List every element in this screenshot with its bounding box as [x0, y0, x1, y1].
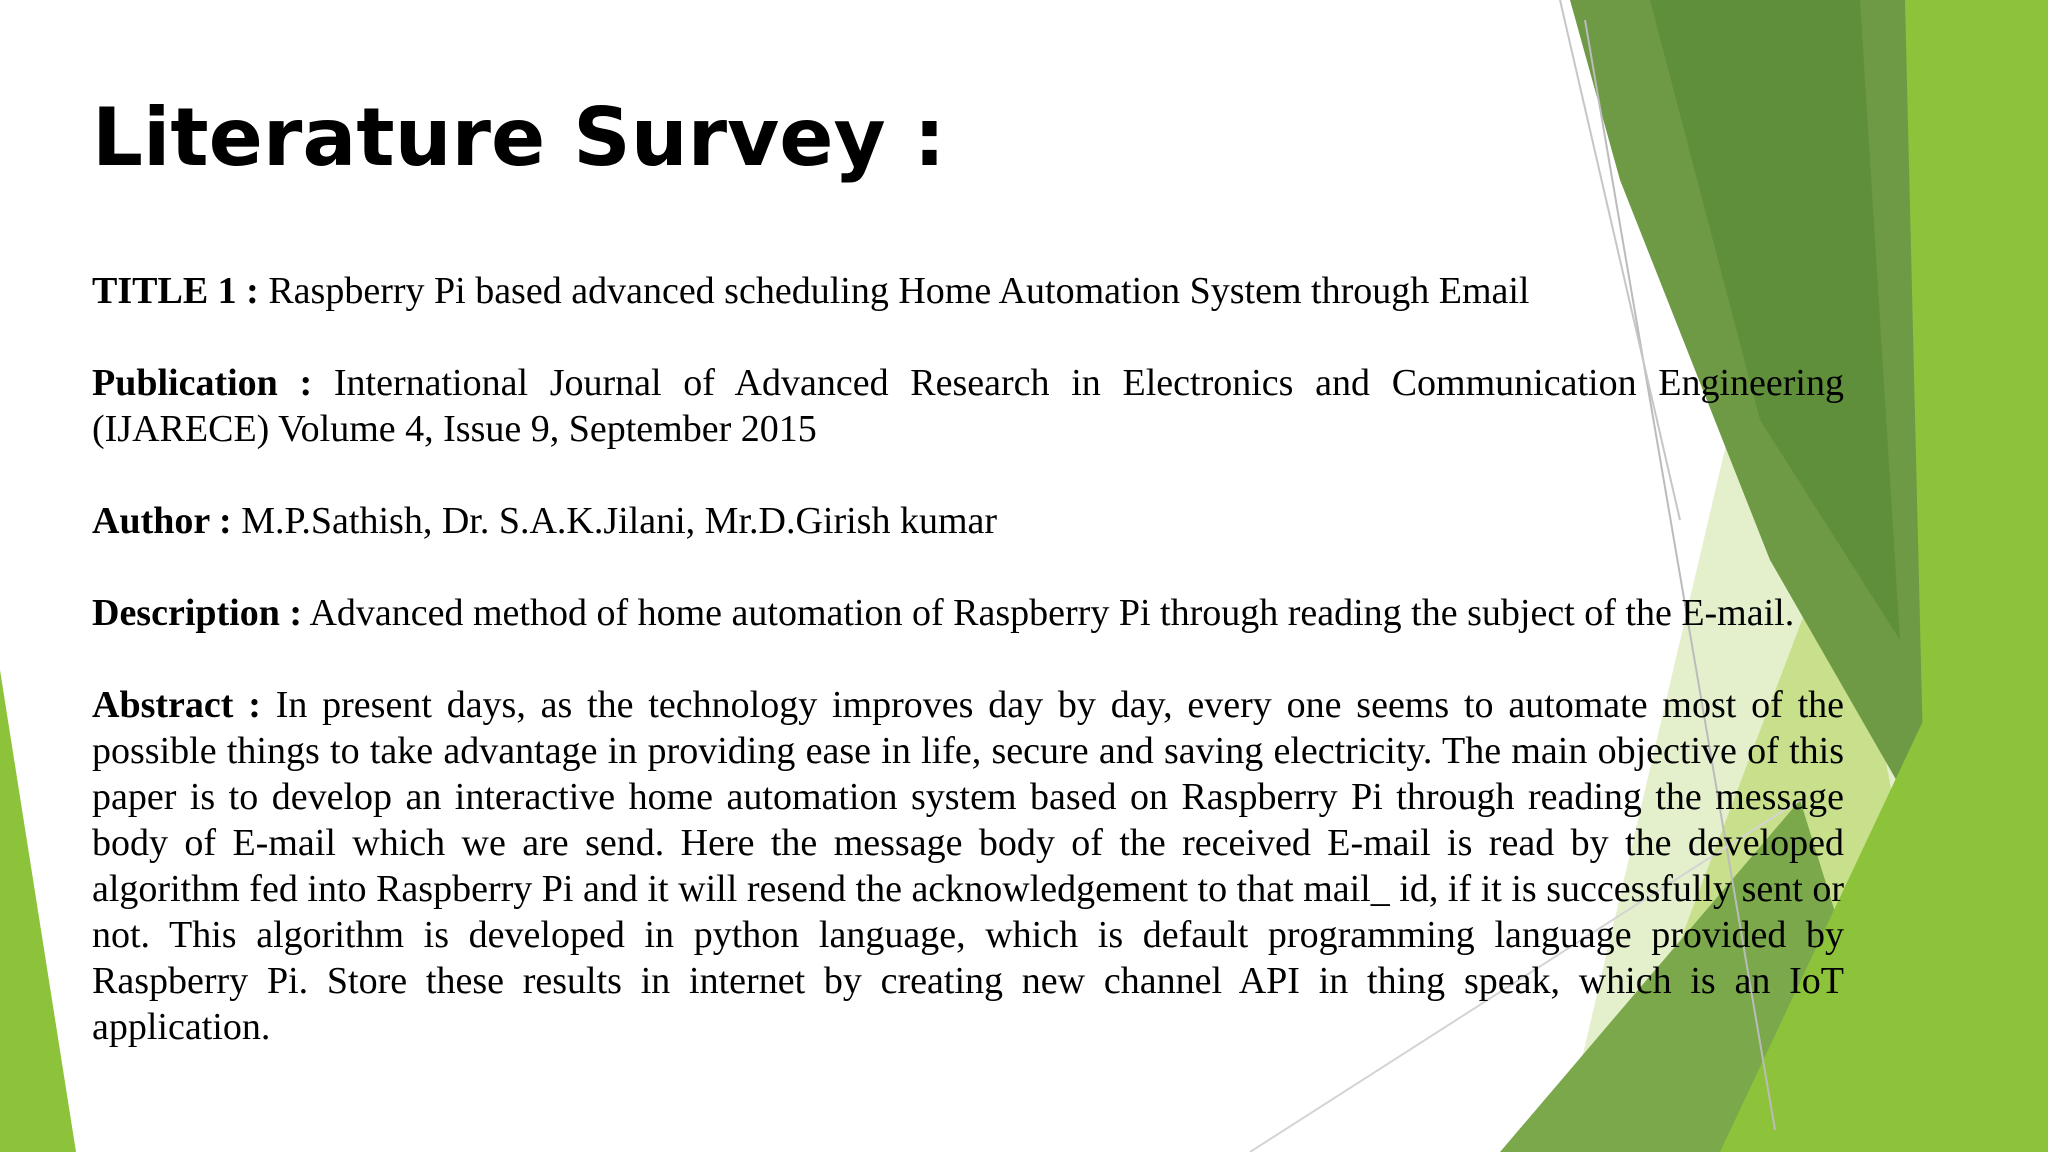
- description-text: Advanced method of home automation of Raspberry Pi through reading the subject of the E-mail.: [309, 592, 1795, 634]
- title-text: Raspberry Pi based advanced scheduling Home Automation System through Email: [268, 270, 1530, 312]
- publication-label: Publication :: [92, 362, 313, 404]
- abstract-text: In present days, as the technology improves day by day, every one seems to automate most of the possible things to take advantage in providing ease in life, secure and saving electricity. The main objective of this paper is to develop an interactive home automation system based on Raspberry Pi through reading the message body of E-mail which we are send. Here the message body of the received E-mail is read by the developed algorithm fed into Raspberry Pi and it will resend the acknowledgement to that mail_ id, if it is successfully sent or not. This algorithm is developed in python language, which is default programming language provided by Raspberry Pi. Store these results in internet by creating new channel API in thing speak, which is an IoT application.: [92, 684, 1845, 1048]
- left-sliver: [0, 670, 76, 1152]
- abstract-entry: [92, 682, 1844, 1050]
- survey-content: [92, 268, 1844, 1096]
- description-entry: [92, 590, 1844, 636]
- title-entry: [92, 268, 1844, 314]
- author-label: Author :: [92, 500, 232, 542]
- abstract-label: Abstract :: [92, 684, 261, 726]
- description-label: Description :: [92, 592, 303, 634]
- author-text: M.P.Sathish, Dr. S.A.K.Jilani, Mr.D.Girish kumar: [241, 500, 998, 542]
- publication-text: International Journal of Advanced Research in Electronics and Communication Engineering (IJARECE) Volume 4, Issue 9, September 2015: [92, 362, 1844, 450]
- publication-entry: [92, 360, 1844, 452]
- title-label: TITLE 1 :: [92, 270, 259, 312]
- slide-title: Literature Survey :: [92, 91, 946, 184]
- author-entry: [92, 498, 1844, 544]
